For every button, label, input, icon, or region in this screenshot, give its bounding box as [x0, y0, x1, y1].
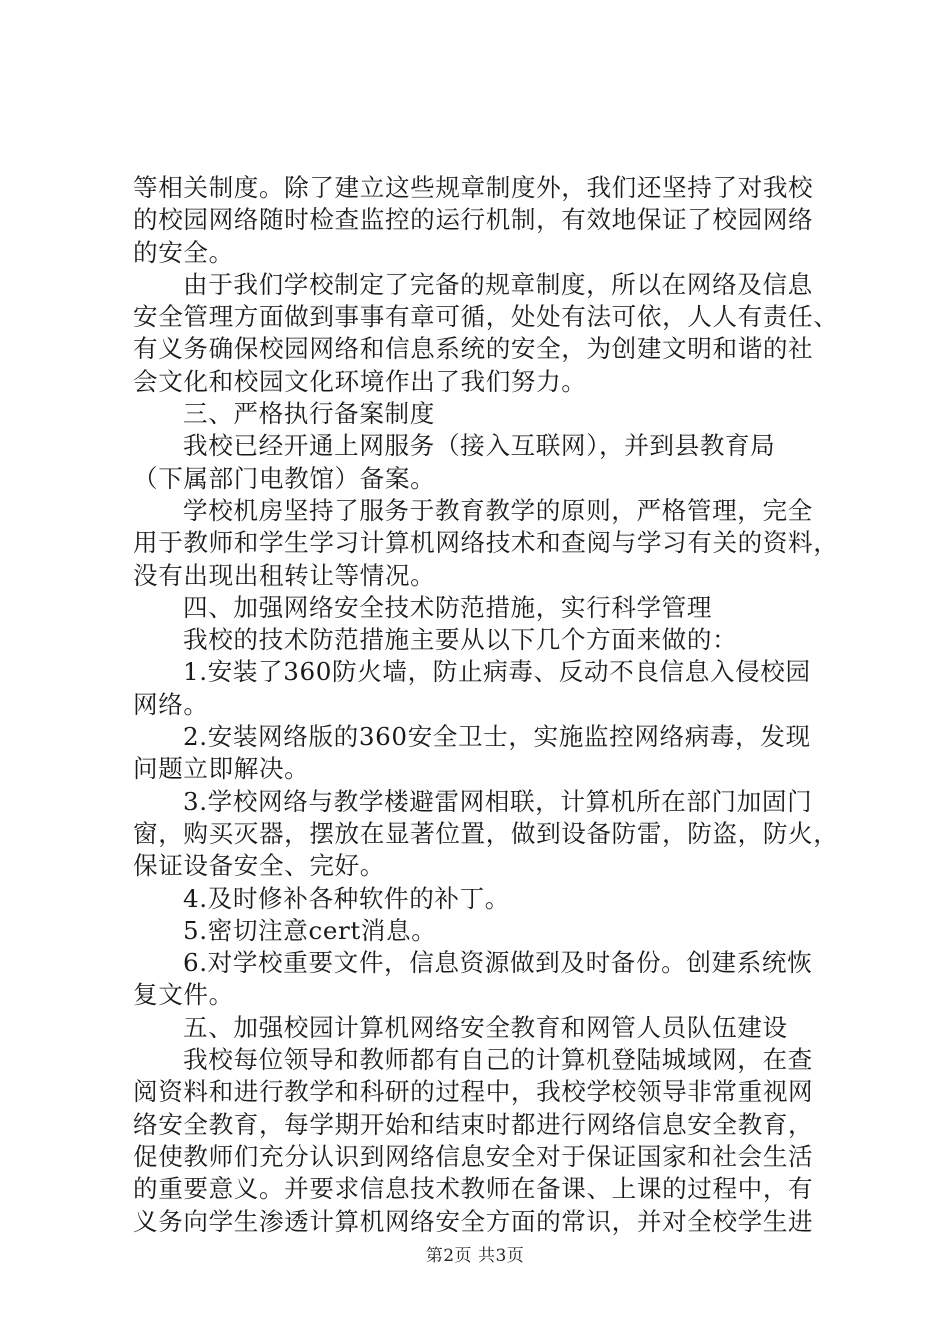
- text-line: 复文件。: [133, 980, 234, 1010]
- text-line: 会文化和校园文化环境作出了我们努力。: [133, 366, 587, 396]
- text-line: 义务向学生渗透计算机网络安全方面的常识，并对全校学生进: [133, 1206, 814, 1236]
- text-line: 6.对学校重要文件，信息资源做到及时备份。创建系统恢: [183, 948, 813, 978]
- text-line: 我校每位领导和教师都有自己的计算机登陆城域网，在查: [183, 1045, 813, 1075]
- text-line: 阅资料和进行教学和科研的过程中，我校学校领导非常重视网: [133, 1077, 814, 1107]
- text-line: 五、加强校园计算机网络安全教育和网管人员队伍建设: [183, 1012, 788, 1042]
- text-line: 络安全教育，每学期开始和结束时都进行网络信息安全教育，: [133, 1109, 814, 1139]
- text-line: 的校园网络随时检查监控的运行机制，有效地保证了校园网络: [133, 205, 814, 235]
- text-line: 的重要意义。并要求信息技术教师在备课、上课的过程中，有: [133, 1174, 814, 1204]
- text-line: 三、严格执行备案制度: [183, 399, 435, 429]
- text-line: （下属部门电教馆）备案。: [133, 463, 436, 493]
- text-line: 四、加强网络安全技术防范措施，实行科学管理: [183, 592, 713, 622]
- text-line: 3.学校网络与教学楼避雷网相联，计算机所在部门加固门: [183, 786, 813, 816]
- text-line: 学校机房坚持了服务于教育教学的原则，严格管理，完全: [183, 495, 813, 525]
- text-line: 的安全。: [133, 237, 234, 267]
- text-line: 用于教师和学生学习计算机网络技术和查阅与学习有关的资料，: [133, 528, 839, 558]
- text-line: 保证设备安全、完好。: [133, 851, 385, 881]
- text-line: 促使教师们充分认识到网络信息安全对于保证国家和社会生活: [133, 1141, 814, 1171]
- text-line: 我校已经开通上网服务（接入互联网），并到县教育局: [183, 431, 776, 461]
- text-line: 问题立即解决。: [133, 754, 310, 784]
- text-line: 没有出现出租转让等情况。: [133, 560, 436, 590]
- text-line: 1.安装了360防火墙，防止病毒、反动不良信息入侵校园: [183, 657, 811, 687]
- text-line: 有义务确保校园网络和信息系统的安全，为创建文明和谐的社: [133, 334, 814, 364]
- text-line: 安全管理方面做到事事有章可循，处处有法可依，人人有责任、: [133, 302, 839, 332]
- text-line: 4.及时修补各种软件的补丁。: [183, 883, 510, 913]
- text-line: 2.安装网络版的360安全卫士，实施监控网络病毒，发现: [183, 722, 811, 752]
- text-line: 5.密切注意cert消息。: [183, 915, 437, 945]
- text-line: 等相关制度。除了建立这些规章制度外，我们还坚持了对我校: [133, 173, 814, 202]
- text-line: 窗，购买灭器，摆放在显著位置，做到设备防雷，防盗，防火，: [133, 818, 839, 848]
- text-line: 我校的技术防范措施主要从以下几个方面来做的：: [183, 625, 738, 655]
- text-line: 网络。: [133, 689, 209, 719]
- text-line: 由于我们学校制定了完备的规章制度，所以在网络及信息: [183, 269, 813, 299]
- document-body: [133, 172, 839, 1238]
- page-footer: 第2页 共3页: [425, 1246, 525, 1266]
